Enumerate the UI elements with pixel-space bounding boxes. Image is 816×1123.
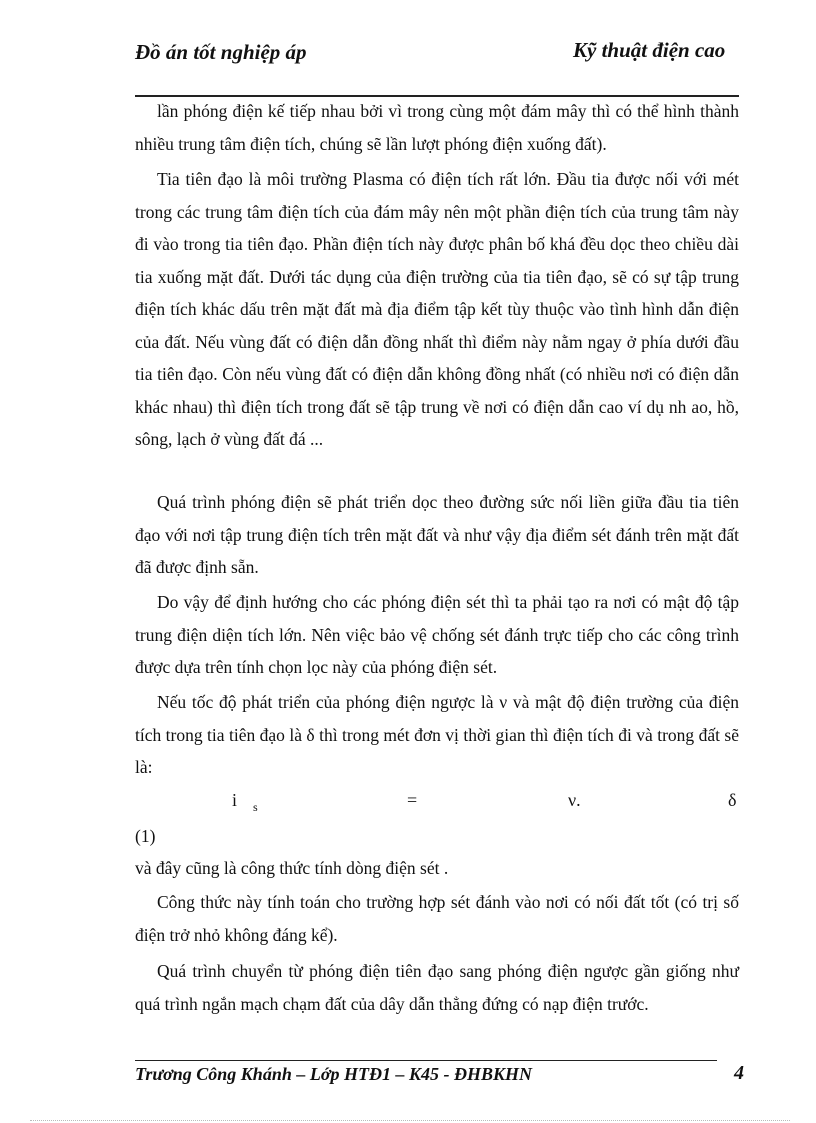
formula-lhs: i — [232, 790, 238, 810]
formula-delta: δ — [728, 790, 737, 810]
paragraph-2-text: Tia tiên đạo là môi trường Plasma có điện tích rất lớn. Đầu tia được nối với mét trong các trung tâm điện tích của đám mây nên một phần điện tích của trung tâm này đi vào trong tia tiên đạo. Phần điện tích này được phân bố khá đều dọc theo chiều dài tia xuống mặt đất. Dưới tác dụng của điện trường của tia tiên đạo, sẽ có sự tập trung điện tích khác dấu trên mặt đất mà địa điểm tập kết tùy thuộc vào tình hình dẫn điện của đất. Nếu vùng đất có điện dẫn đồng nhất thì điểm này nằm ngay ở phía dưới đầu tia tiên đạo. Còn nếu vùng đất có điện dẫn không đồng nhất (có nhiều nơi có điện dẫn khác nhau) thì điện tích trong đất sẽ tập trung về nơi có điện dẫn cao ví dụ nh ao, hồ, sông, lạch ở vùng đất đá ... — [135, 169, 739, 449]
header-left-title: Đồ án tốt nghiệp áp — [135, 40, 307, 64]
paragraph-7 — [135, 955, 739, 1020]
paragraph-5-text: Nếu tốc độ phát triển của phóng điện ngược là ν và mật độ điện trường của điện tích trong tia tiên đạo là δ thì trong mét đơn vị thời gian thì điện tích đi và trong đất sẽ là: — [135, 692, 739, 777]
after-formula-text: và đây cũng là công thức tính dòng điện sét . — [135, 858, 449, 878]
lightning-current-formula — [0, 790, 816, 820]
formula-velocity: ν. — [568, 790, 581, 810]
paragraph-1 — [135, 95, 739, 160]
after-formula-line — [135, 852, 739, 885]
paragraph-6-text: Công thức này tính toán cho trường hợp sét đánh vào nơi có nối đất tốt (có trị số điện trở nhỏ không đáng kể). — [135, 892, 739, 945]
page-number: 4 — [734, 1062, 744, 1084]
formula-number: (1) — [135, 826, 156, 846]
footer-rule — [135, 1060, 717, 1061]
paragraph-5 — [135, 686, 739, 784]
paragraph-4 — [135, 586, 739, 684]
page-bottom-dotted-border — [30, 1120, 790, 1121]
paragraph-4-text: Do vậy để định hướng cho các phóng điện sét thì ta phải tạo ra nơi có mật độ tập trung điện diện tích lớn. Nên việc bảo vệ chống sét đánh trực tiếp cho các công trình được dựa trên tính chọn lọc này của phóng điện sét. — [135, 592, 739, 677]
paragraph-3 — [135, 486, 739, 584]
footer-author: Trương Công Khánh – Lớp HTĐ1 – K45 - ĐHBKHN — [135, 1064, 533, 1084]
paragraph-7-text: Quá trình chuyển từ phóng điện tiên đạo sang phóng điện ngược gần giống như quá trình ngắn mạch chạm đất của dây dẫn thẳng đứng có nạp điện trước. — [135, 961, 739, 1014]
formula-equals: = — [407, 790, 418, 810]
header-right-title: Kỹ thuật điện cao — [573, 38, 726, 62]
formula-subscript: s — [253, 800, 258, 814]
paragraph-1-text: lần phóng điện kế tiếp nhau bởi vì trong cùng một đám mây thì có thể hình thành nhiều trung tâm điện tích, chúng sẽ lần lượt phóng điện xuống đất). — [135, 101, 739, 154]
paragraph-3-text: Quá trình phóng điện sẽ phát triển dọc theo đường sức nối liền giữa đầu tia tiên đạo với nơi tập trung điện tích trên mặt đất và như vậy địa điểm sét đánh trên mặt đất đã được định sẵn. — [135, 492, 739, 577]
paragraph-2 — [135, 163, 739, 456]
paragraph-6 — [135, 886, 739, 951]
